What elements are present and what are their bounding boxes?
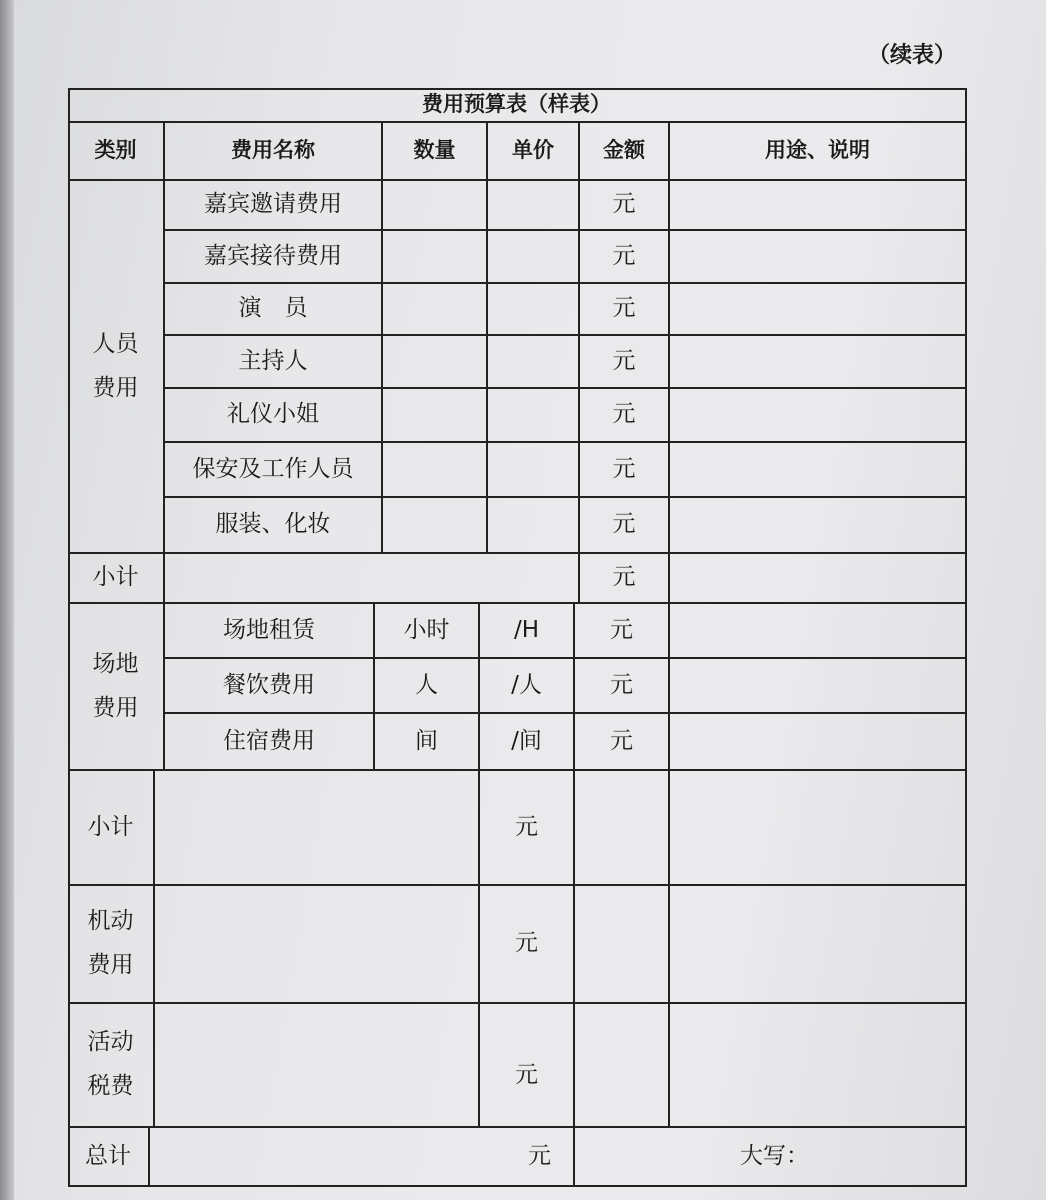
tax-note	[670, 1004, 967, 1128]
tax-blank2	[575, 1004, 670, 1128]
quantity-cell	[383, 498, 488, 554]
venue-subtotal-note	[670, 771, 967, 886]
quantity-cell	[383, 443, 488, 498]
description-cell	[670, 231, 967, 284]
header-description: 用途、说明	[670, 123, 967, 181]
amount-cell: 元	[575, 659, 670, 714]
category-personnel	[68, 181, 165, 554]
unit-price-cell: /H	[480, 604, 575, 659]
header-unit-price: 单价	[488, 123, 580, 181]
expense-name: 住宿费用	[165, 714, 375, 771]
expense-name: 嘉宾邀请费用	[165, 181, 383, 231]
amount-cell: 元	[580, 231, 670, 284]
unit-price-cell	[488, 336, 580, 389]
table-title: 费用预算表（样表）	[68, 88, 967, 123]
personnel-subtotal-blank	[165, 554, 580, 604]
tax-amount: 元	[480, 1004, 575, 1128]
amount-cell: 元	[580, 284, 670, 336]
unit-price-cell	[488, 389, 580, 443]
amount-cell: 元	[580, 181, 670, 231]
description-cell	[670, 284, 967, 336]
quantity-cell	[383, 231, 488, 284]
description-cell	[670, 604, 967, 659]
personnel-subtotal-note	[670, 554, 967, 604]
quantity-cell	[383, 284, 488, 336]
amount-cell: 元	[580, 498, 670, 554]
description-cell	[670, 659, 967, 714]
header-quantity: 数量	[383, 123, 488, 181]
expense-name: 服装、化妆	[165, 498, 383, 554]
quantity-cell	[383, 181, 488, 231]
expense-name: 餐饮费用	[165, 659, 375, 714]
expense-name: 礼仪小姐	[165, 389, 383, 443]
category-tax	[68, 1004, 155, 1128]
personnel-subtotal-label: 小计	[68, 554, 165, 604]
unit-price-cell: /间	[480, 714, 575, 771]
expense-name: 保安及工作人员	[165, 443, 383, 498]
quantity-cell: 小时	[375, 604, 480, 659]
expense-name: 场地租赁	[165, 604, 375, 659]
unit-price-cell	[488, 231, 580, 284]
amount-cell: 元	[575, 714, 670, 771]
venue-subtotal-blank2	[575, 771, 670, 886]
expense-name: 主持人	[165, 336, 383, 389]
category-label: 机动费用	[87, 908, 134, 978]
tax-blank	[155, 1004, 480, 1128]
description-cell	[670, 714, 967, 771]
description-cell	[670, 389, 967, 443]
unit-price-cell	[488, 443, 580, 498]
unit-price-cell	[488, 181, 580, 231]
amount-cell: 元	[580, 336, 670, 389]
category-label: 场地费用	[92, 650, 139, 721]
header-name: 费用名称	[165, 123, 383, 181]
continued-label: （续表）	[868, 43, 957, 68]
total-amount: 元	[150, 1128, 575, 1187]
category-venue	[68, 604, 165, 771]
description-cell	[670, 443, 967, 498]
description-cell	[670, 181, 967, 231]
amount-cell: 元	[580, 443, 670, 498]
header-amount: 金额	[580, 123, 670, 181]
quantity-cell: 人	[375, 659, 480, 714]
venue-subtotal-label: 小计	[68, 771, 155, 886]
description-cell	[670, 498, 967, 554]
contingency-note	[670, 886, 967, 1004]
total-uppercase: 大写：	[575, 1128, 967, 1187]
amount-cell: 元	[580, 389, 670, 443]
description-cell	[670, 336, 967, 389]
venue-subtotal-amount: 元	[480, 771, 575, 886]
unit-price-cell: /人	[480, 659, 575, 714]
expense-name: 演 员	[165, 284, 383, 336]
quantity-cell	[383, 389, 488, 443]
unit-price-cell	[488, 284, 580, 336]
category-contingency	[68, 886, 155, 1004]
personnel-subtotal-amount: 元	[580, 554, 670, 604]
page-edge-shadow	[0, 0, 14, 1200]
total-label: 总计	[68, 1128, 150, 1187]
contingency-amount: 元	[480, 886, 575, 1004]
expense-name: 嘉宾接待费用	[165, 231, 383, 284]
venue-subtotal-blank	[155, 771, 480, 886]
contingency-blank2	[575, 886, 670, 1004]
quantity-cell	[383, 336, 488, 389]
header-category: 类别	[68, 123, 165, 181]
quantity-cell: 间	[375, 714, 480, 771]
amount-cell: 元	[575, 604, 670, 659]
unit-price-cell	[488, 498, 580, 554]
category-label: 人员费用	[92, 330, 139, 401]
contingency-blank	[155, 886, 480, 1004]
category-label: 活动税费	[87, 1029, 134, 1099]
